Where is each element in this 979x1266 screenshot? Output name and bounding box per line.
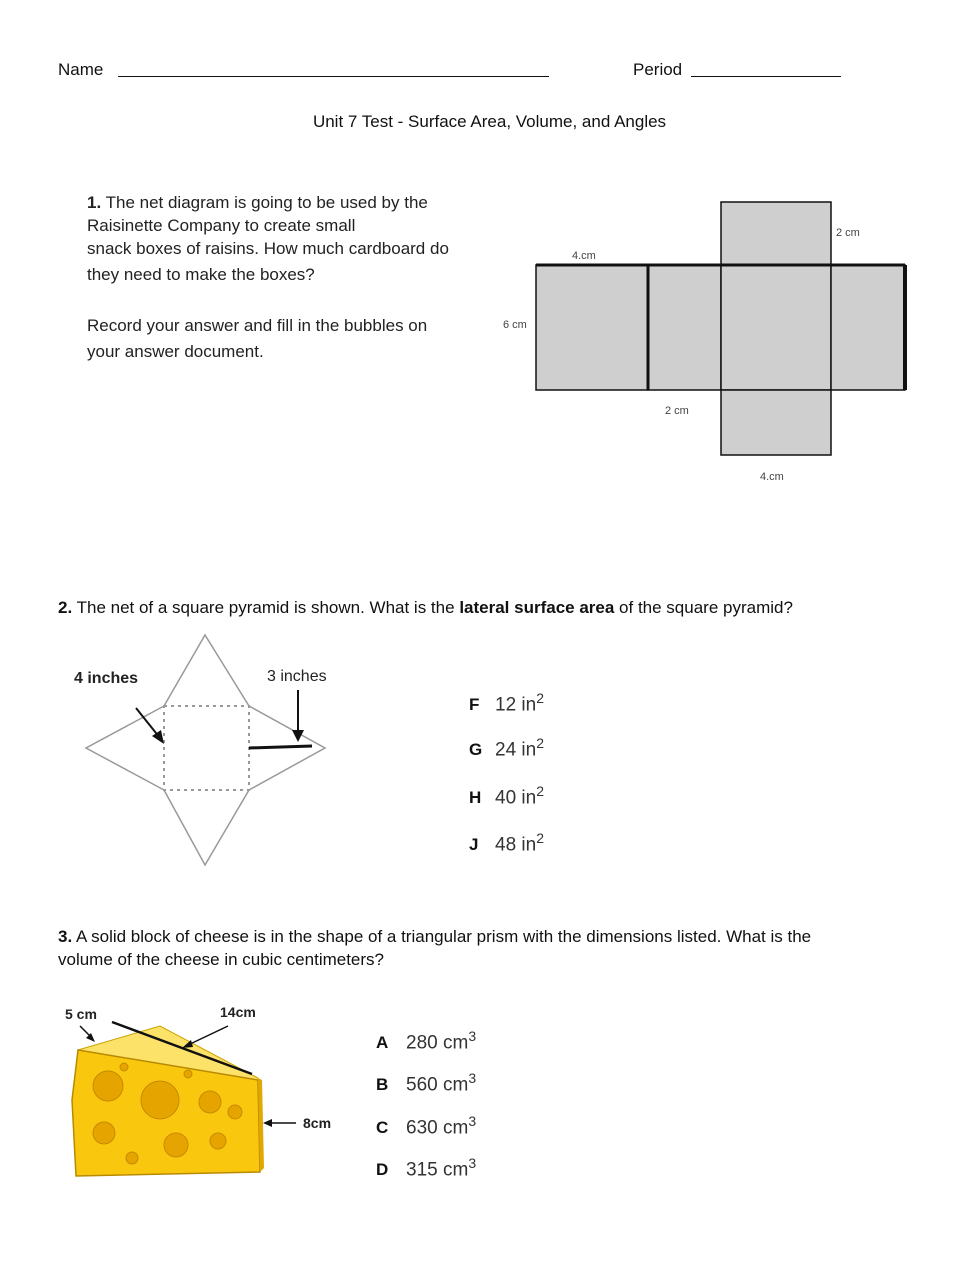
net-face-1 xyxy=(536,265,648,390)
choice-f[interactable]: F 12 $in^2$ xyxy=(469,690,544,716)
label-bottom: 4.cm xyxy=(760,471,784,483)
question-3-line2: volume of the cheese in cubic centimeters? xyxy=(58,950,385,969)
pyramid-face-bottom xyxy=(164,790,249,865)
label-side: 2 cm xyxy=(665,405,689,417)
label-3-inches: 3 inches xyxy=(267,668,327,685)
question-2-number: 2. xyxy=(58,598,73,617)
label-8-cm: 8cm xyxy=(303,1115,332,1131)
period-label: Period xyxy=(633,60,683,79)
pyramid-face-left xyxy=(86,706,164,790)
box-net-diagram xyxy=(495,195,925,495)
name-field-line[interactable] xyxy=(118,76,549,77)
question-1-line6: your answer document. xyxy=(87,342,264,361)
question-1-line5: Record your answer and fill in the bubbles on xyxy=(87,316,428,335)
question-1-line4: they need to make the boxes? xyxy=(87,265,315,284)
question-2-text-before: The net of a square pyramid is shown. What is the xyxy=(76,598,455,617)
net-bottom-flap xyxy=(721,390,831,455)
square-pyramid-net xyxy=(60,630,360,875)
choice-b[interactable]: B 560 $cm^3$ xyxy=(376,1070,477,1096)
question-3-line1: A solid block of cheese is in the shape of a triangular prism with the dimensions listed. What is the xyxy=(75,927,812,946)
choice-c[interactable]: C 630 $cm^3$ xyxy=(376,1113,477,1139)
question-1-line2: Raisinette Company to create small xyxy=(87,216,356,235)
label-5-cm: 5 cm xyxy=(65,1006,97,1022)
cheese-prism xyxy=(60,1000,360,1185)
question-2 xyxy=(58,596,938,619)
choice-g[interactable]: G 24 $in^2$ xyxy=(469,735,544,761)
question-1 xyxy=(87,191,477,363)
question-2-text-after: of the square pyramid? xyxy=(619,598,793,617)
label-4-inches: 4 inches xyxy=(74,670,139,687)
label-height: 6 cm xyxy=(503,319,527,331)
net-face-4 xyxy=(831,265,905,390)
page-title: Unit 7 Test - Surface Area, Volume, and Angles xyxy=(312,112,667,131)
label-14-cm: 14cm xyxy=(220,1004,256,1020)
choice-h[interactable]: H 40 $in^2$ xyxy=(469,783,544,809)
pyramid-base-square xyxy=(164,706,249,790)
choice-j[interactable]: J 48 $in^2$ xyxy=(469,830,544,856)
choice-d[interactable]: D 315 $cm^3$ xyxy=(376,1155,477,1181)
label-top-flap: 2 cm xyxy=(836,227,860,239)
question-1-line3: snack boxes of raisins. How much cardboard do xyxy=(87,239,449,258)
question-3-number: 3. xyxy=(58,927,73,946)
question-2-text-bold: lateral surface area xyxy=(459,598,615,617)
period-field-line[interactable] xyxy=(691,76,841,77)
net-face-3 xyxy=(721,265,831,390)
label-top-width: 4.cm xyxy=(572,250,596,262)
name-label: Name xyxy=(58,60,104,79)
pyramid-face-top xyxy=(164,635,249,706)
choice-a[interactable]: A 280 $cm^3$ xyxy=(376,1028,477,1054)
net-face-2 xyxy=(648,265,721,390)
question-1-line1: The net diagram is going to be used by the xyxy=(105,193,428,212)
question-1-number: 1. xyxy=(87,193,102,212)
question-3 xyxy=(58,925,938,971)
net-top-flap xyxy=(721,202,831,265)
